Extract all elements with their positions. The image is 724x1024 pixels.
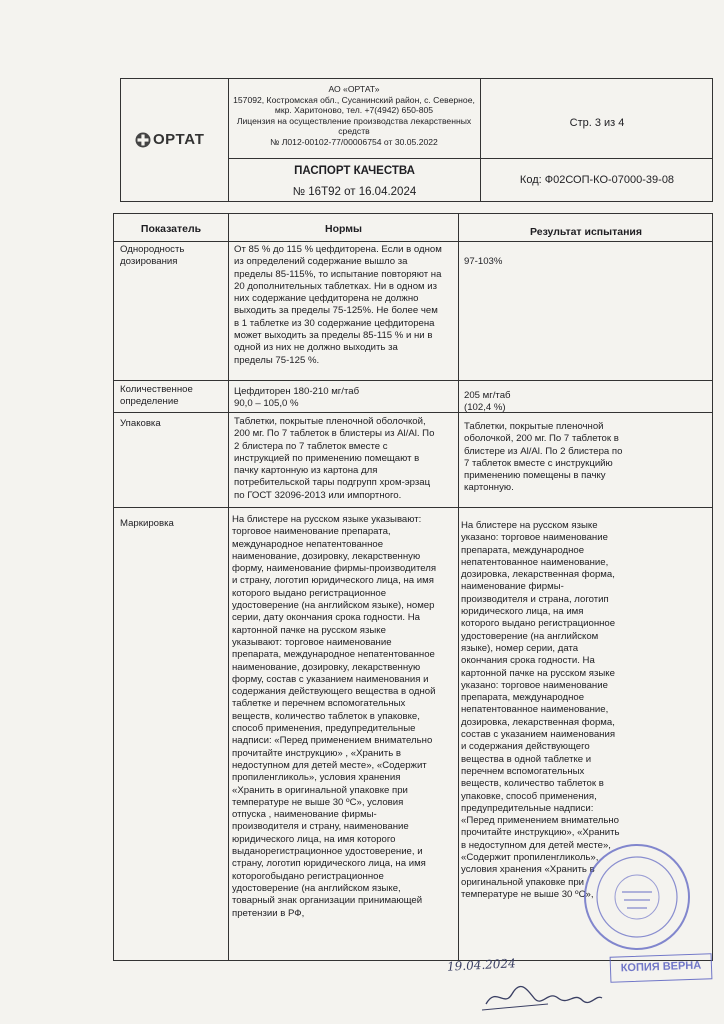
table-row-result <box>464 390 511 415</box>
norm-line: пределы 85-115%, то испытание повторяют на <box>234 268 442 280</box>
result-line: (102,4 %) <box>464 402 506 414</box>
result-line: языке), номер серии, дата <box>461 642 579 654</box>
result-line: применению помещены в пачку <box>464 470 606 482</box>
norm-line: содержания действующего вещества в одной <box>232 686 436 698</box>
cross-logo-icon <box>135 132 151 148</box>
norm-line: них содержание цефдиторена не должно <box>234 293 419 305</box>
indicator-line: определение <box>120 396 179 408</box>
norm-line: из определений содержание вышло за <box>234 256 408 268</box>
norm-line: форму, состав с указанием наименования и <box>232 673 429 685</box>
norm-line: страну, логотип юридического лица, на имя <box>232 858 426 870</box>
result-line: препарата, международное <box>461 692 585 704</box>
org-line: Лицензия на осуществление производства лекарственных <box>236 115 472 126</box>
result-line: непатентованное наименование, <box>461 704 609 716</box>
result-line: блистере из Al/Al. По 2 блистера по <box>464 445 623 457</box>
result-line: вещества в одной таблетке и <box>461 753 592 765</box>
result-line: веществ, количество таблеток в <box>461 778 604 790</box>
norm-line: 90,0 – 105,0 % <box>234 398 299 410</box>
column-header-result: Результат испытания <box>530 226 642 238</box>
company-logo <box>135 131 204 148</box>
norm-line: пачку картонную из картона для <box>234 465 378 477</box>
result-line: перечнем вспомогательных <box>461 765 585 777</box>
norm-line: Цефдиторен 180-210 мг/таб <box>234 386 360 397</box>
result-line: «Содержит пропиленгликоль», <box>461 852 599 864</box>
result-line: непатентованное наименование, <box>461 556 609 568</box>
norm-line: форму, наименование фирмы-производителя <box>232 563 437 575</box>
column-header-norms: Нормы <box>324 223 362 235</box>
result-line: дозировка, лекарственная форма, <box>461 569 615 581</box>
result-line: Таблетки, покрытые пленочной <box>464 421 604 432</box>
result-line: состав с указанием наименования <box>461 729 616 741</box>
result-line: и содержания действующего <box>461 741 590 753</box>
result-line: оболочкой, 200 мг. По 7 таблеток в <box>464 433 619 445</box>
result-line: предупредительные надписи: <box>461 802 594 814</box>
result-line: картонной пачке на русском языке <box>461 667 615 679</box>
norm-line: товарный знак организации принимающей <box>232 895 423 907</box>
norm-line: и страну, логотип юридического лица, на имя <box>232 575 434 587</box>
norm-line: «Хранить в оригинальной упаковке при <box>232 784 408 796</box>
norm-line: Таблетки, покрытые пленочной оболочкой, <box>234 416 426 427</box>
result-line: юридического лица, на имя <box>461 606 584 618</box>
norm-line: указывают: торговое наименование <box>232 636 392 648</box>
norm-line: торговое наименование препарата, <box>232 526 391 538</box>
norm-line: способ применения, предупредительные <box>232 723 416 735</box>
org-line: мкр. Харитоново, тел. +7(4942) 650-805 <box>274 105 434 116</box>
copy-certified-stamp: КОПИЯ ВЕРНА <box>610 953 713 983</box>
document-number: № 16Т92 от 16.04.2024 <box>292 186 417 198</box>
result-line: удостоверение (на английском <box>461 630 599 642</box>
norm-line: наименование, дозировку, лекарственную <box>232 550 421 562</box>
norm-line: выходить за пределы 75-125%. Не более чем <box>234 305 438 317</box>
norm-line: недоступном для детей месте», «Содержит <box>232 759 427 771</box>
norm-line: От 85 % до 115 % цефдиторена. Если в одном <box>234 244 442 255</box>
norm-line: претензии в РФ, <box>232 907 305 919</box>
norm-line: таблетке и перечнем вспомогательных <box>232 698 406 710</box>
norm-line: в 1 таблетке из 30 содержание цефдиторена <box>234 317 435 329</box>
organization-info <box>231 84 477 148</box>
round-stamp-icon <box>582 842 692 952</box>
indicator-line: Количественное <box>120 384 193 395</box>
result-line: условия хранения «Хранить в <box>461 864 595 876</box>
table-row-result <box>464 421 622 495</box>
table-row-result <box>464 256 502 268</box>
table-row-indicator <box>120 418 224 430</box>
norm-line: 2 блистера по 7 таблеток вместе с <box>234 440 388 452</box>
result-line: упаковке, способ применения, <box>461 790 597 802</box>
indicator-line: Маркировка <box>120 518 174 529</box>
result-line: наименование фирмы- <box>461 581 564 593</box>
norm-line: отпуска , наименование фирмы- <box>232 809 377 821</box>
result-line: дозировка, лекарственная форма, <box>461 716 615 728</box>
result-line: картонную. <box>464 482 514 494</box>
norm-line: наименование, дозировку, лекарственную <box>232 661 421 673</box>
table-row-norm <box>234 386 359 411</box>
handwritten-date: 19.04.2024 <box>446 956 517 974</box>
norm-line: которогобыдано регистрационное <box>232 870 384 882</box>
result-line: оригинальной упаковке при <box>461 876 585 888</box>
norm-line: одной из них не должно выходить за <box>234 342 398 354</box>
norm-line: препарата, международное непатентованное <box>232 649 435 661</box>
norm-line: веществ, количество таблеток в упаковке, <box>232 710 420 722</box>
document-header <box>120 78 713 202</box>
result-line: 7 таблеток вместе с инструкцийю <box>464 457 613 469</box>
norm-line: по ГОСТ 32096-2013 или импортного. <box>234 489 402 501</box>
norm-line: прочитайте инструкцию» , «Хранить в <box>232 747 401 759</box>
table-row-norm <box>232 514 436 920</box>
document-code: Код: Ф02СОП-КО-07000-39-08 <box>519 174 675 186</box>
page-indicator: Стр. 3 из 4 <box>569 117 625 129</box>
org-line: № Л012-00102-77/00006754 от 30.05.2022 <box>270 136 438 147</box>
norm-line: На блистере на русском языке указывают: <box>232 514 422 525</box>
norm-line: юридического лица, на имя которого <box>232 833 396 845</box>
norm-line: 200 мг. По 7 таблеток в блистеры из Al/Al. По <box>234 428 435 440</box>
org-line: 157092, Костромская обл., Сусанинский район, с. Северное, <box>233 94 475 105</box>
table-row-indicator <box>120 518 224 530</box>
indicator-line: Однородность <box>120 244 185 255</box>
norm-line: выданорегистрационное удостоверение, и <box>232 846 423 858</box>
document-title: ПАСПОРТ КАЧЕСТВА <box>294 165 415 177</box>
signature-icon <box>478 964 618 1014</box>
result-line: в недоступном для детей месте», <box>461 839 611 851</box>
result-line: производителя и страна, логотип <box>461 593 609 605</box>
result-line: 205 мг/таб <box>464 390 511 401</box>
indicator-line: дозирования <box>120 256 178 268</box>
norm-line: потребительской тары подгрупп хром-эрзац <box>234 477 431 489</box>
table-row-norm <box>234 244 442 367</box>
org-line: средств <box>338 126 370 137</box>
norm-line: может выходить за пределы 85-115 % и ни в <box>234 330 433 342</box>
org-line: АО «ОРТАТ» <box>328 84 380 94</box>
norm-line: 20 дополнительных таблетках. Ни в одном из <box>234 280 438 292</box>
result-line: которого выдано регистрационное <box>461 618 616 630</box>
result-line: окончания срока годности. На <box>461 655 595 667</box>
norm-line: международное непатентованное <box>232 538 384 550</box>
indicator-line: Упаковка <box>120 418 161 429</box>
result-line: На блистере на русском языке <box>461 520 598 531</box>
norm-line: надписи: «Перед применением внимательно <box>232 735 433 747</box>
table-row-indicator <box>120 244 224 269</box>
norm-line: инструкцией по применению помещают в <box>234 452 420 464</box>
result-line: указано: торговое наименование <box>461 532 608 544</box>
norm-line: которого выдано регистрационное <box>232 587 387 599</box>
table-row-indicator <box>120 384 224 409</box>
norm-line: производителя и страну, наименование <box>232 821 409 833</box>
result-line: температуре не выше 30 ºС», <box>461 888 594 900</box>
norm-line: серии, дату окончания срока годности. На <box>232 612 420 624</box>
logo-text: ОРТАТ <box>153 131 205 148</box>
result-line: прочитайте инструкцию», «Хранить <box>461 827 620 839</box>
norm-line: пределы 75-125 %. <box>234 354 320 366</box>
result-line: «Перед применением внимательно <box>461 815 620 827</box>
norm-line: удостоверение (на английском языке, <box>232 882 401 894</box>
result-line: указано: торговое наименование <box>461 679 608 691</box>
result-line: 97-103% <box>464 256 503 267</box>
norm-line: температуре не выше 30 ºС», условия <box>232 796 404 808</box>
result-line: препарата, международное <box>461 544 585 556</box>
norm-line: удостоверение (на английском языке), номер <box>232 600 435 612</box>
norm-line: картонной пачке на русском языке <box>232 624 386 636</box>
norm-line: пропиленгликоль», условия хранения <box>232 772 401 784</box>
column-header-indicator: Показатель <box>140 223 202 235</box>
table-row-norm <box>234 416 434 502</box>
